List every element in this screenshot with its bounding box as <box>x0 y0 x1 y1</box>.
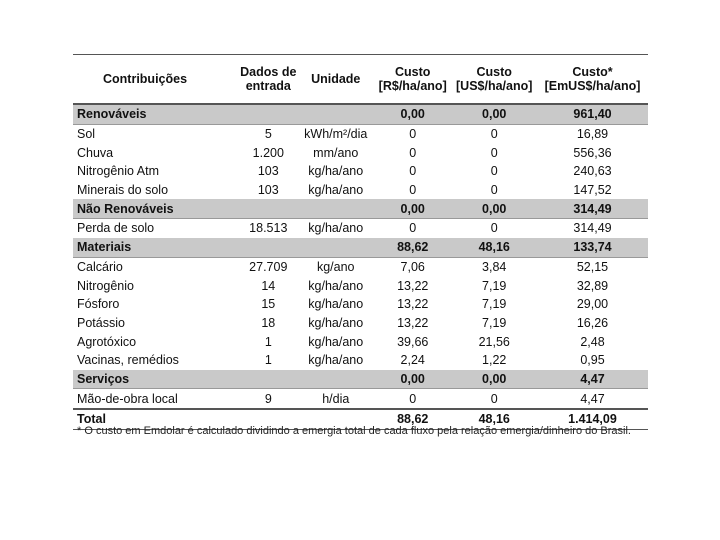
table-cell: 4,47 <box>537 370 648 389</box>
table-cell: kg/ha/ano <box>308 297 364 312</box>
table-cell: Nitrogênio Atm <box>77 164 159 179</box>
column-header: Custo [R$/ha/ano] <box>374 55 451 104</box>
table-row <box>73 162 648 181</box>
table-row <box>73 351 648 370</box>
table-cell: Serviços <box>73 370 239 389</box>
table-cell: Sol <box>77 127 96 142</box>
table-cell: kg/ha/ano <box>308 183 364 198</box>
table-cell: Total <box>73 409 239 429</box>
table-cell <box>239 199 297 218</box>
table-cell: 32,89 <box>576 278 609 293</box>
table-row <box>73 124 648 143</box>
table-cell: Não Renováveis <box>73 199 239 218</box>
table-cell: 48,16 <box>451 409 537 429</box>
group-row <box>73 370 648 389</box>
table-cell: kg/ha/ano <box>308 353 364 368</box>
table-cell: 7,19 <box>482 315 507 330</box>
column-header: Custo* [EmUS$/ha/ano] <box>537 55 648 104</box>
table-cell: 7,06 <box>400 259 425 274</box>
table-cell: 18.513 <box>249 221 288 236</box>
table-cell: 7,19 <box>482 278 507 293</box>
table-cell: 29,00 <box>576 297 609 312</box>
table-cell: 0,00 <box>374 104 451 124</box>
table-row <box>73 276 648 295</box>
group-row <box>73 199 648 218</box>
table-cell <box>298 104 374 124</box>
table-cell: 0 <box>490 145 498 160</box>
table-cell: 16,89 <box>576 127 609 142</box>
table-cell: 1.200 <box>252 145 284 160</box>
table-cell: 27.709 <box>249 259 288 274</box>
table-cell: 0 <box>409 391 417 406</box>
table-cell: 0 <box>490 391 498 406</box>
table-cell: 48,16 <box>451 238 537 257</box>
table-row <box>73 181 648 200</box>
table-cell: Mão-de-obra local <box>77 391 178 406</box>
table-row <box>73 143 648 162</box>
table-cell: Vacinas, remédios <box>77 353 179 368</box>
table-cell: Materiais <box>73 238 239 257</box>
table-cell: 1.414,09 <box>537 409 648 429</box>
table-cell: 9 <box>264 391 272 406</box>
column-header: Unidade <box>298 55 374 104</box>
table-cell: kg/ha/ano <box>308 278 364 293</box>
table-cell: Agrotóxico <box>77 334 137 349</box>
table-cell: Nitrogênio <box>77 278 134 293</box>
table-cell: 1 <box>264 334 272 349</box>
table-cell: 0,00 <box>374 199 451 218</box>
footnote: * O custo em Emdolar é calculado dividindo a emergia total de cada fluxo pela relação emergia/dinheiro do Brasil. <box>77 425 631 437</box>
table-cell: Renováveis <box>73 104 239 124</box>
table-row <box>73 257 648 276</box>
table-cell: 0 <box>409 221 417 236</box>
table-cell: 2,24 <box>400 353 425 368</box>
group-row <box>73 104 648 124</box>
table-cell: 7,19 <box>482 297 507 312</box>
table-cell: 0 <box>490 164 498 179</box>
table-cell: 4,47 <box>580 391 605 406</box>
column-header: Contribuições <box>73 55 239 104</box>
table-cell: 0 <box>490 127 498 142</box>
table-cell: 0,95 <box>580 353 605 368</box>
table-cell: kg/ano <box>316 259 355 274</box>
table-cell: kg/ha/ano <box>308 221 364 236</box>
table-cell: 14 <box>261 278 276 293</box>
group-row <box>73 238 648 257</box>
table-cell: 13,22 <box>397 297 429 312</box>
table-cell: Fósforo <box>77 297 120 312</box>
table-cell: 0,00 <box>451 104 537 124</box>
table-cell: 314,49 <box>537 199 648 218</box>
table-cell: 961,40 <box>537 104 648 124</box>
table-cell: Potássio <box>77 315 125 330</box>
table-cell: kg/ha/ano <box>308 164 364 179</box>
table-cell: 103 <box>257 164 279 179</box>
table-cell: kg/ha/ano <box>308 334 364 349</box>
table-cell: 103 <box>257 183 279 198</box>
table-cell: 13,22 <box>397 315 429 330</box>
table-cell: 21,56 <box>478 334 510 349</box>
table-cell: kg/ha/ano <box>308 315 364 330</box>
table-cell: 1,22 <box>482 353 507 368</box>
column-header: Dados de entrada <box>239 55 297 104</box>
table-cell: 5 <box>264 127 272 142</box>
table-cell: Chuva <box>77 145 114 160</box>
table-cell <box>239 104 297 124</box>
table-cell: 0 <box>409 127 417 142</box>
table-cell: 240,63 <box>573 164 612 179</box>
column-header: Custo [US$/ha/ano] <box>451 55 537 104</box>
table-row <box>73 389 648 409</box>
table-cell: 2,48 <box>580 334 605 349</box>
table-cell: 0,00 <box>451 370 537 389</box>
table-cell: h/dia <box>322 391 350 406</box>
table-cell: Perda de solo <box>77 221 155 236</box>
table-row <box>73 295 648 314</box>
table-cell <box>298 238 374 257</box>
table-cell: 88,62 <box>374 409 451 429</box>
table-cell: mm/ano <box>313 145 359 160</box>
table-body <box>73 104 648 429</box>
table-cell: 39,66 <box>397 334 429 349</box>
emergy-cost-table-container <box>73 54 648 430</box>
table-row <box>73 219 648 238</box>
table-header-row <box>73 55 648 104</box>
table-cell: 52,15 <box>576 259 609 274</box>
table-cell: 556,36 <box>573 145 612 160</box>
table-cell: 0,00 <box>374 370 451 389</box>
table-cell <box>298 199 374 218</box>
table-cell: 0 <box>490 183 498 198</box>
table-cell: Calcário <box>77 259 123 274</box>
table-cell: 147,52 <box>573 183 612 198</box>
table-cell: 15 <box>261 297 276 312</box>
table-cell: 0,00 <box>451 199 537 218</box>
table-cell: 3,84 <box>482 259 507 274</box>
table-cell: 314,49 <box>573 221 612 236</box>
table-row <box>73 332 648 351</box>
table-cell: 0 <box>409 145 417 160</box>
table-cell: 13,22 <box>397 278 429 293</box>
table-cell: kWh/m²/dia <box>304 127 368 142</box>
table-cell: 16,26 <box>576 315 609 330</box>
emergy-cost-table <box>73 55 648 430</box>
table-cell <box>298 370 374 389</box>
table-cell: Minerais do solo <box>77 183 169 198</box>
table-cell: 1 <box>264 353 272 368</box>
table-row <box>73 314 648 333</box>
table-cell <box>239 370 297 389</box>
table-cell: 0 <box>409 183 417 198</box>
table-cell: 88,62 <box>374 238 451 257</box>
table-cell: 0 <box>409 164 417 179</box>
table-cell: 18 <box>261 315 276 330</box>
table-cell <box>239 238 297 257</box>
table-cell: 133,74 <box>537 238 648 257</box>
table-cell: 0 <box>490 221 498 236</box>
